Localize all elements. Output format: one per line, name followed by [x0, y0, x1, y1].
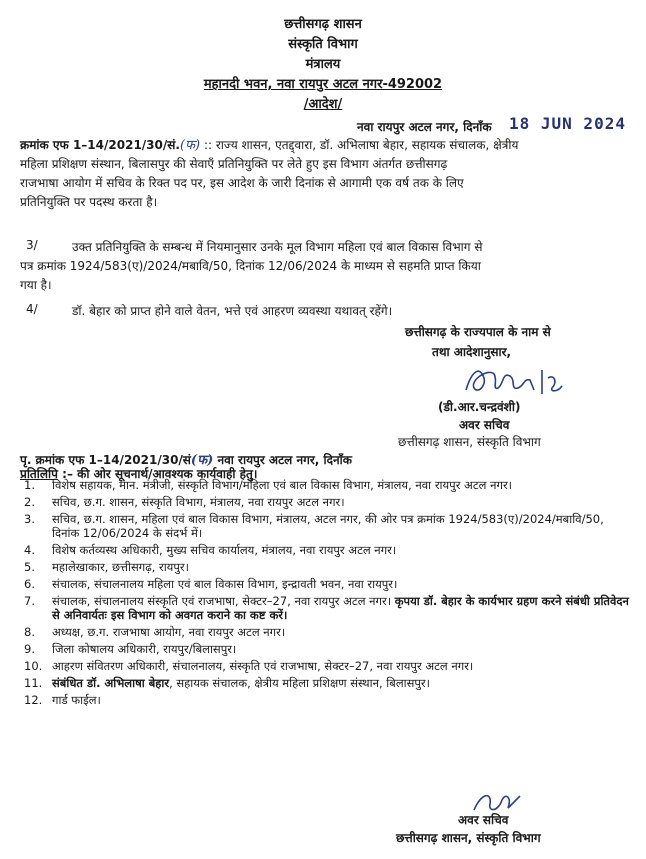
- signatory-department: छत्तीसगढ़ शासन, संस्कृति विभाग: [398, 435, 541, 449]
- header-government: छत्तीसगढ़ शासन: [284, 17, 362, 32]
- header-address: महानदी भवन, नवा रायपुर अटल नगर-492002: [203, 77, 443, 92]
- copy-item-text: [52, 495, 630, 510]
- copy-item-number: 9.: [24, 642, 35, 657]
- governor-name-line: छत्तीसगढ़ के राज्यपाल के नाम से: [405, 325, 551, 339]
- copy-list: [20, 478, 630, 710]
- header-order-title: /आदेश/: [303, 97, 343, 112]
- signature-scribble: [458, 360, 578, 400]
- endorsement-place: नवा रायपुर अटल नगर, दिनाँक: [217, 453, 352, 467]
- copy-list-item: [20, 642, 630, 657]
- order-paragraph: [20, 136, 632, 212]
- copy-list-item: [20, 478, 630, 493]
- copy-item-number: 6.: [24, 576, 35, 591]
- copy-item-body: सचिव, छ.ग. शासन, महिला एवं बाल विकास विभाग, मंत्रालय, अटल नगर, की ओर पत्र क्रमांक 1924/583(ए)/2024/मबावि/50, दिनांक 12/06/2024 के संदर्भ में।: [52, 511, 604, 541]
- order-line3: राजभाषा आयोग में सचिव के रिक्त पद पर, इस आदेश के जारी दिनांक से आगामी एक वर्ष तक के लिए: [20, 176, 464, 190]
- copy-item-number: 12.: [24, 692, 43, 707]
- copy-list-item: [20, 676, 630, 691]
- copy-item-text: [52, 642, 630, 657]
- copy-item-text: [52, 512, 630, 541]
- header-ministry: मंत्रालय: [305, 57, 341, 72]
- date-place: नवा रायपुर अटल नगर, दिनाँक: [357, 120, 492, 134]
- signatory-designation: अवर सचिव: [459, 418, 510, 432]
- copy-list-item: [20, 625, 630, 640]
- copy-list-item: [20, 577, 630, 592]
- by-order-line: तथा आदेशानुसार,: [432, 345, 512, 359]
- endorsement-handwritten-mark: (फ): [190, 453, 214, 468]
- copy-item-body: अध्यक्ष, छ.ग. राजभाषा आयोग, नवा रायपुर अटल नगर।: [52, 625, 286, 640]
- copy-item-body: संचालक, संचालनालय संस्कृति एवं राजभाषा, सेक्टर–27, नवा रायपुर अटल नगर।: [52, 593, 392, 608]
- copy-label: प्रतिलिपि: [20, 467, 58, 481]
- copy-item-number: 10.: [24, 659, 43, 674]
- copy-item-body: आहरण संवितरण अधिकारी, संचालनालय, संस्कृति एवं राजभाषा, सेक्टर–27, नवा रायपुर अटल नगर।: [52, 659, 474, 674]
- para3-line1: उक्त प्रतिनियुक्ति के सम्बन्ध में नियमानुसार उनके मूल विभाग महिला एवं बाल विकास विभाग से: [72, 240, 483, 254]
- copy-item-text: [52, 577, 630, 592]
- copy-list-item: [20, 560, 630, 575]
- copy-list-item: [20, 659, 630, 674]
- para4-number: 4/: [26, 302, 38, 316]
- copy-list-item: [20, 543, 630, 558]
- handwritten-mark: (फ): [179, 138, 201, 153]
- copy-list-item: [20, 495, 630, 510]
- signatory-name: (डी.आर.चन्द्रवंशी): [438, 400, 521, 414]
- copy-item-text: [52, 625, 630, 640]
- endorsement-ref: पृ. क्रमांक एफ 1–14/2021/30/सं: [20, 453, 191, 467]
- copy-item-text: [52, 560, 630, 575]
- header-department: संस्कृति विभाग: [288, 37, 358, 52]
- copy-item-number: 11.: [24, 675, 43, 690]
- copy-item-text: [52, 543, 630, 558]
- order-line1: :: राज्य शासन, एतद्द्वारा, डॉ. अभिलाषा बेहार, सहायक संचालक, क्षेत्रीय: [203, 138, 519, 152]
- copy-item-body: गार्ड फाईल।: [52, 692, 101, 707]
- date-stamp: 18 JUN 2024: [509, 114, 626, 133]
- para3: [20, 238, 632, 295]
- copy-list-item: [20, 594, 630, 623]
- copy-item-number: 8.: [24, 625, 35, 640]
- copy-item-text: [52, 478, 630, 493]
- copy-item-number: 1.: [24, 478, 35, 492]
- copy-item-number: 3.: [24, 511, 35, 526]
- copy-item-body: विशेष कर्तव्यस्थ अधिकारी, मुख्य सचिव कार्यालय, मंत्रालय, नवा रायपुर अटल नगर।: [52, 543, 397, 558]
- copy-list-item: [20, 512, 630, 541]
- para3-line2: पत्र क्रमांक 1924/583(ए)/2024/मबावि/50, दिनांक 12/06/2024 के माध्यम से सहमति प्राप्त किया: [20, 259, 481, 273]
- copy-list-item: [20, 693, 630, 708]
- copy-item-bold-note: कृपया डॉ. बेहार के कार्यभार ग्रहण करने संबंधी प्रतिवेदन से अनिवार्यतः इस विभाग को अवगत कराने का कष्ट करें।: [52, 593, 629, 623]
- copy-item-number: 2.: [24, 494, 35, 509]
- copy-item-text: [52, 594, 630, 623]
- copy-item-number: 7.: [24, 593, 35, 608]
- copy-item-number: 4.: [24, 543, 35, 558]
- order-ref: क्रमांक एफ 1–14/2021/30/सं.: [20, 138, 180, 152]
- copy-item-text: [52, 676, 630, 691]
- para4-text: डॉ. बेहार को प्राप्त होने वाले वेतन, भत्ते एवं आहरण व्यवस्था यथावत् रहेंगे।: [72, 304, 393, 318]
- copy-item-body: विशेष सहायक, मान. मंत्रीजी, संस्कृति विभाग/महिला एवं बाल विकास विभाग, मंत्रालय, नवा रायपुर अटल नगर।: [52, 478, 513, 492]
- order-line4: प्रतिनियुक्ति पर पदस्थ करता है।: [20, 195, 158, 209]
- signatory2-department: छत्तीसगढ़ शासन, संस्कृति विभाग: [396, 831, 541, 845]
- copy-item-body: जिला कोषालय अधिकारी, रायपुर/बिलासपुर।: [52, 642, 237, 657]
- copy-item-text: [52, 693, 630, 708]
- copy-item-body: सचिव, छ.ग. शासन, संस्कृति विभाग, मंत्रालय, नवा रायपुर अटल नगर।: [52, 494, 345, 509]
- copy-text: :– की ओर सूचनार्थ/आवश्यक कार्यवाही हेतु।: [62, 467, 258, 481]
- copy-item-number: 5.: [24, 560, 35, 575]
- copy-item-bold-lead: संबंधित डॉ. अभिलाषा बेहार: [52, 675, 170, 690]
- order-line2: महिला प्रशिक्षण संस्थान, बिलासपुर की सेवाएँ प्रतिनियुक्ति पर लेते हुए इस विभाग अंतर्गत छत्तीसगढ़: [20, 157, 448, 171]
- para3-number: 3/: [26, 238, 38, 252]
- signatory2-designation: अवर सचिव: [458, 813, 509, 827]
- copy-item-text: [52, 659, 630, 674]
- copy-item-body: , सहायक संचालक, क्षेत्रीय महिला प्रशिक्षण संस्थान, बिलासपुर।: [169, 675, 430, 690]
- copy-item-body: संचालक, संचालनालय महिला एवं बाल विकास विभाग, इन्द्रावती भवन, नवा रायपुर।: [52, 576, 398, 591]
- para3-line3: गया है।: [20, 278, 52, 292]
- copy-item-body: महालेखाकार, छत्तीसगढ़, रायपुर।: [52, 560, 189, 575]
